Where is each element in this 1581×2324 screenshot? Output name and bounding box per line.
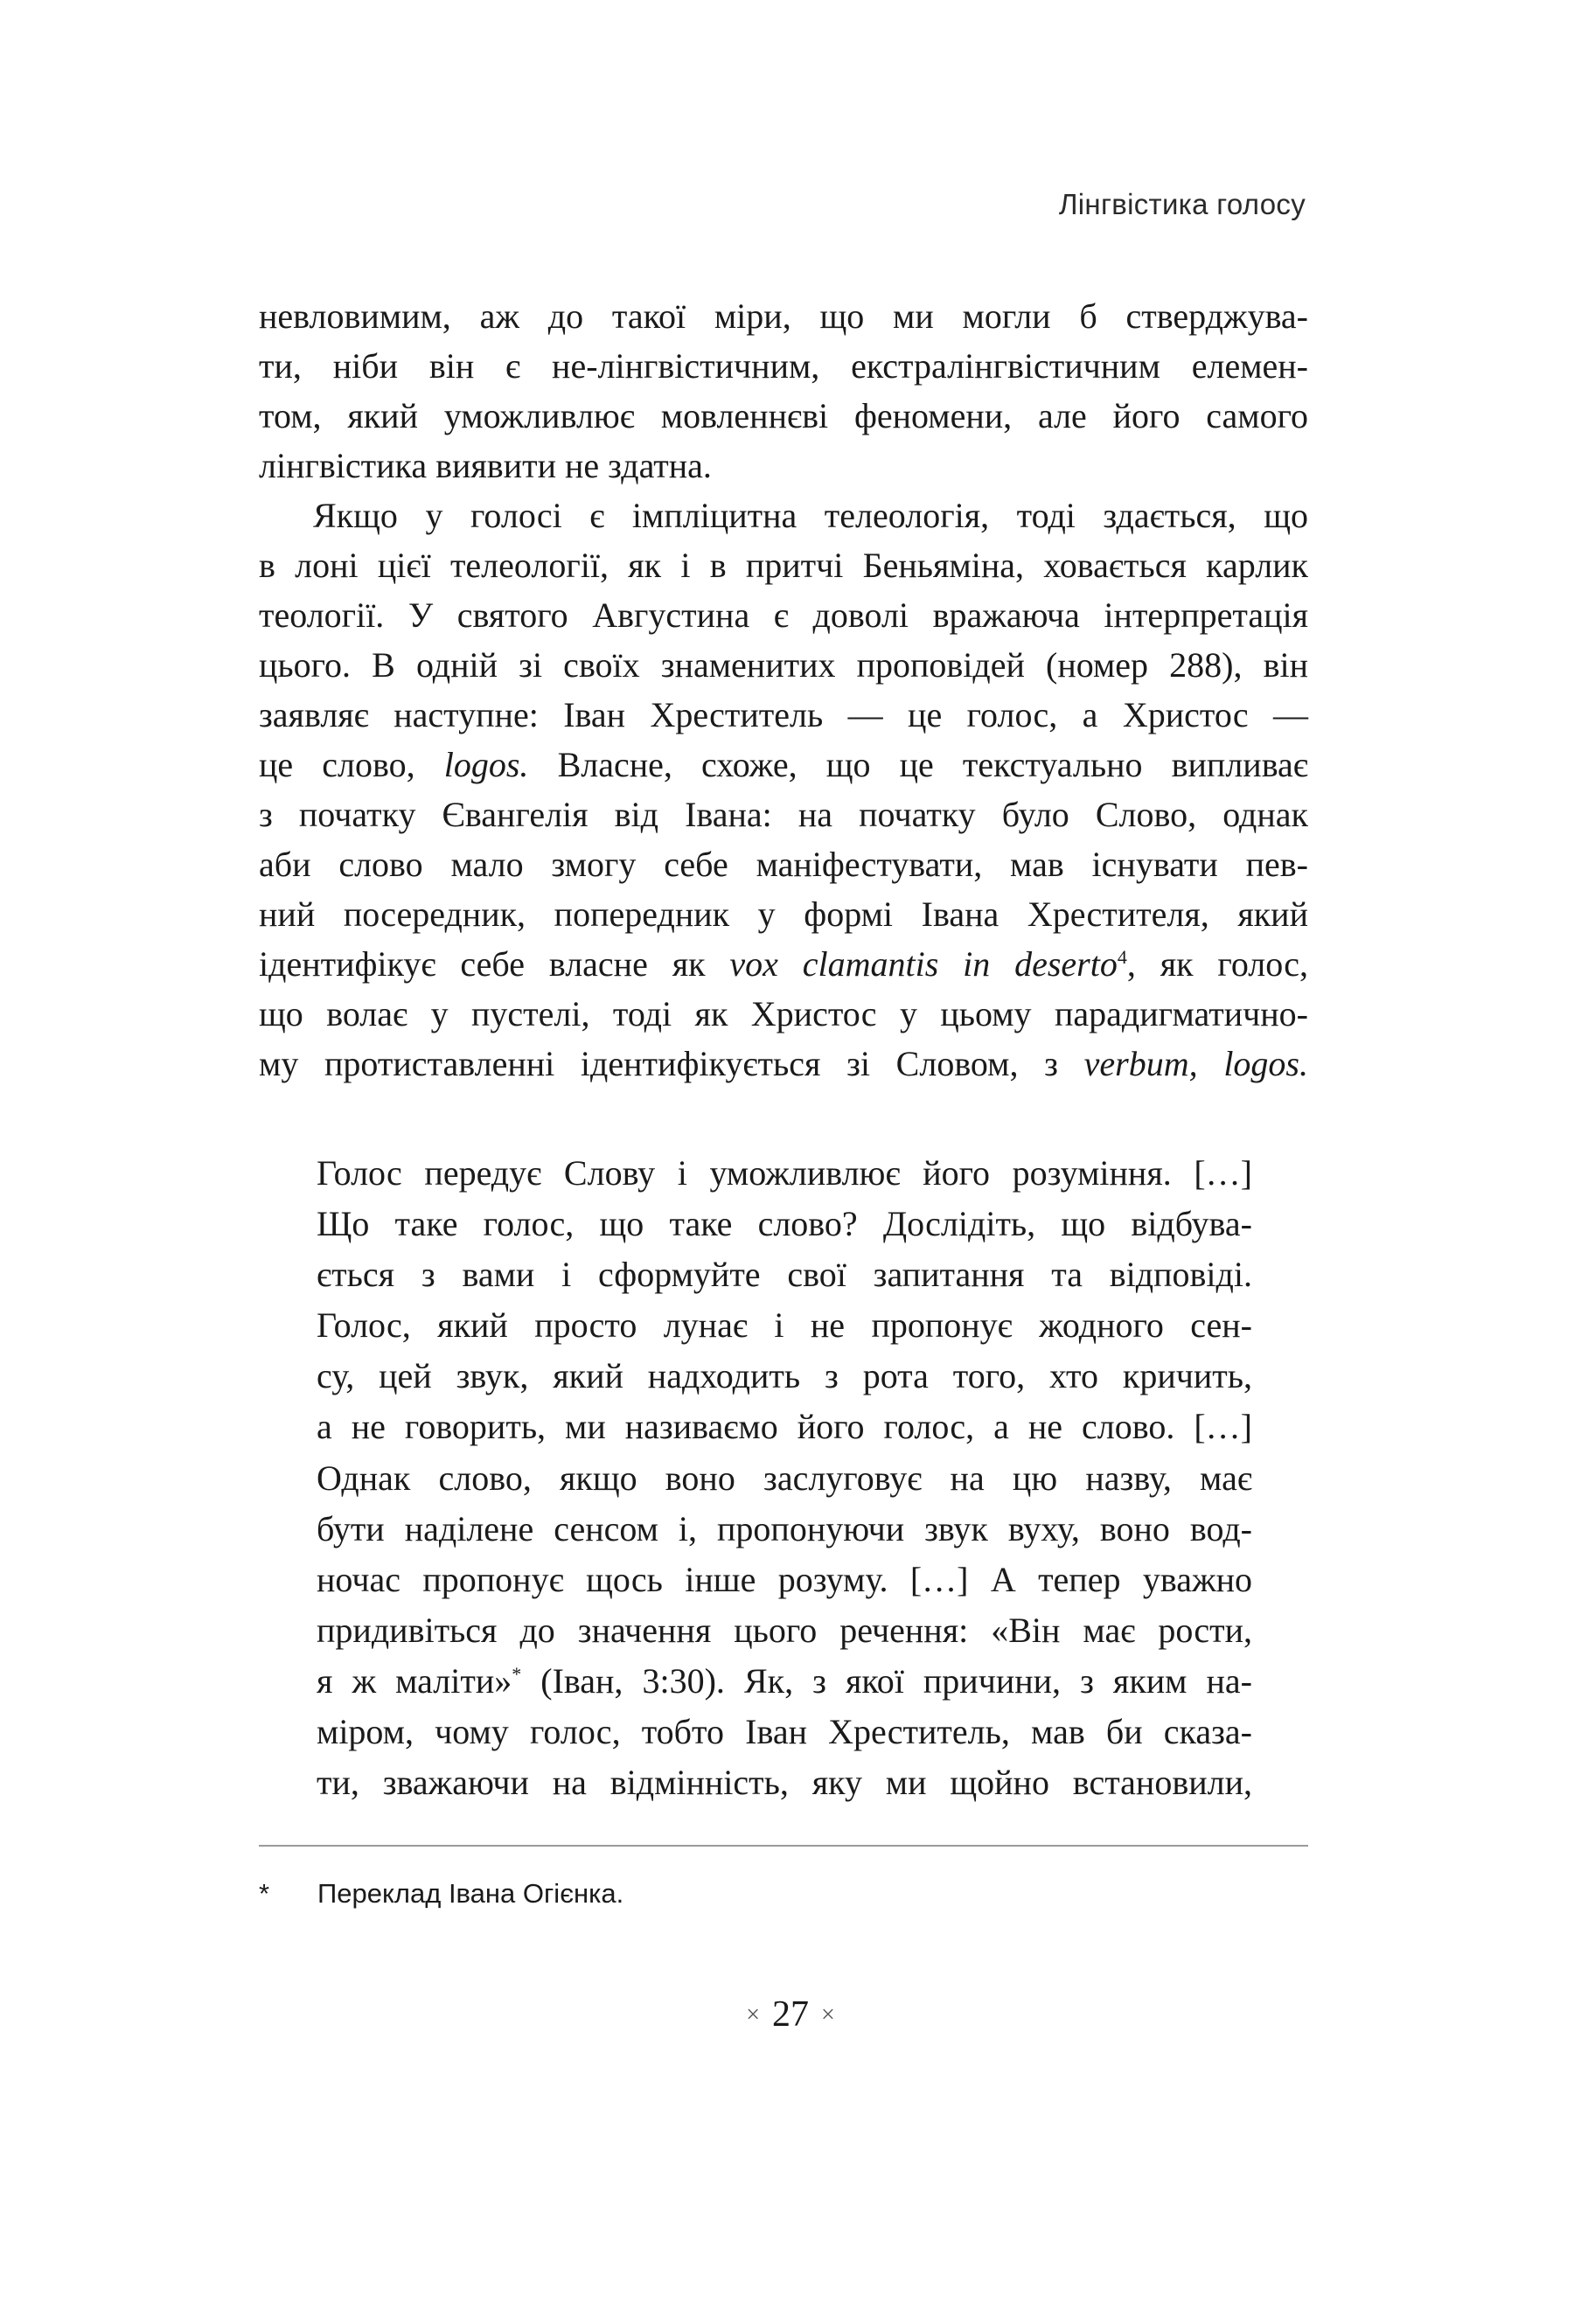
text-line: ний посередник, попередник у формі Івана Хрестителя, який	[259, 894, 1308, 934]
text-line: з початку Євангелія від Івана: на початку було Слово, однак	[259, 795, 1308, 834]
footnote-mark: *	[259, 1878, 270, 1909]
page-number-value: 27	[772, 1994, 809, 2035]
text-line: теології. У святого Августина є доволі вражаюча інтерпретація	[259, 595, 1308, 635]
quote-line: бути наділене сенсом і, пропонуючи звук вуху, воно вод-	[317, 1508, 1252, 1548]
quote-line: Що таке голос, що таке слово? Дослідіть, що відбува-	[317, 1204, 1252, 1244]
italic-term: logos.	[443, 745, 529, 784]
page-number	[0, 1993, 1581, 2035]
italic-term: verbum, logos.	[1083, 1044, 1309, 1083]
block-quote	[317, 1148, 1252, 1808]
running-head: Лінгвістика голосу	[1058, 188, 1306, 220]
endnote-ref: 4	[1117, 946, 1127, 968]
text-line: ти, ніби він є не-лінгвістичним, екстралінгвістичним елемен-	[259, 346, 1308, 386]
text-line: заявляє наступне: Іван Хреститель — це голос, а Христос —	[259, 695, 1308, 734]
quote-line: ти, зважаючи на відмінність, яку ми щойно встановили,	[317, 1763, 1252, 1803]
text-line: ідентифікує себе власне як vox clamantis in deserto$^4$, як голос,	[259, 944, 1309, 984]
quote-line: Голос, який просто лунає і не пропонує жодного сен-	[317, 1305, 1252, 1346]
text-line: це слово, logos. Власне, схоже, що це текстуально випливає	[259, 745, 1308, 784]
quote-line: су, цей звук, який надходить з рота того, хто кричить,	[317, 1356, 1252, 1396]
text-line: цього. В одній зі своїх знаменитих проповідей (номер 288), він	[259, 645, 1308, 685]
italic-term: vox clamantis in deserto	[729, 944, 1118, 984]
quote-line: ється з вами і сформуйте свої запитання та відповіді.	[317, 1255, 1252, 1295]
text-line: аби слово мало змогу себе маніфестувати, мав існувати пев-	[259, 845, 1308, 884]
quote-line: міром, чому голос, тобто Іван Хреститель, мав би сказа-	[317, 1712, 1252, 1752]
body-text	[259, 291, 1308, 1089]
quote-line: ночас пропонує щось інше розуму. […] А тепер уважно	[317, 1559, 1252, 1599]
quote-line: придивіться до значення цього речення: «Він має рости,	[317, 1610, 1252, 1650]
text-line: том, який уможливлює мовленнєві феномени, але його самого	[259, 396, 1308, 435]
footnote-ref: *	[512, 1662, 522, 1685]
text-line: лінгвістика виявити не здатна.	[259, 446, 712, 485]
ornament-right: ×	[821, 2001, 835, 2028]
quote-line: а не говорить, ми називаємо його голос, а не слово. […]	[317, 1407, 1252, 1447]
text-line: Якщо у голосі є імпліцитна телеологія, тоді здається, що	[313, 496, 1308, 535]
quote-line: Однак слово, якщо воно заслуговує на цю назву, має	[317, 1458, 1252, 1498]
footnote-text: Переклад Івана Огієнка.	[317, 1878, 624, 1909]
text-line: му протиставленні ідентифікується зі Словом, з verbum, logos.	[259, 1044, 1309, 1083]
footnote-divider	[259, 1845, 1308, 1847]
quote-line: Голос передує Слову і уможливлює його розуміння. […]	[317, 1153, 1252, 1193]
text-line: в лоні цієї телеології, як і в притчі Беньяміна, ховається карлик	[259, 546, 1308, 585]
ornament-left: ×	[746, 2001, 760, 2028]
text-line: невловимим, аж до такої міри, що ми могли б стверджува-	[259, 296, 1308, 336]
quote-line: я ж маліти»* (Іван, 3:30). Як, з якої причини, з яким на-	[317, 1660, 1253, 1701]
text-line: що волає у пустелі, тоді як Христос у цьому парадигматично-	[259, 994, 1308, 1033]
footnote	[259, 1878, 623, 1910]
